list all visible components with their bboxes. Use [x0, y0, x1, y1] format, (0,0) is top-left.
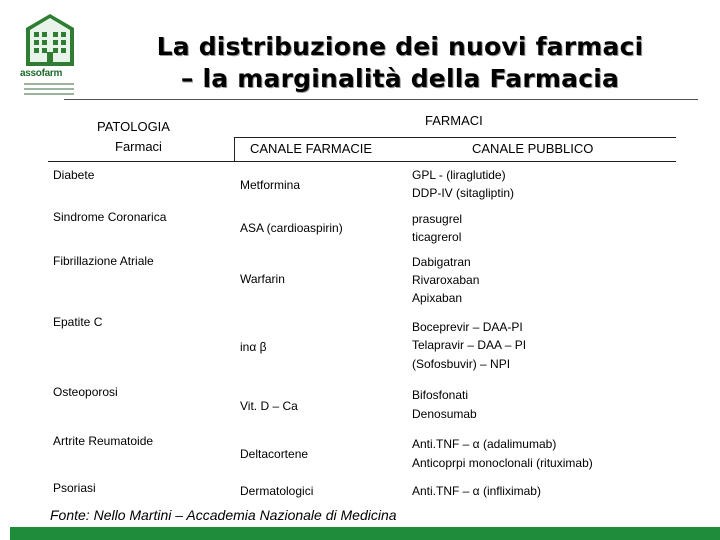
row-canale-farmacie: inα β [240, 340, 267, 354]
row-canale-pubblico-line: Dabigatran [412, 255, 471, 269]
row-canale-pubblico-line: DDP-IV (sitagliptin) [412, 186, 515, 200]
row-canale-pubblico-line: Anti.TNF – α (adalimumab) [412, 437, 557, 451]
assofarm-logo [20, 12, 82, 98]
header-farmaci: FARMACI [425, 113, 483, 128]
logo-subline-3 [24, 93, 74, 95]
row-canale-pubblico-line: Denosumab [412, 407, 477, 421]
header-canale-farmacie: CANALE FARMACIE [250, 141, 373, 156]
row-canale-pubblico-line: Bifosfonati [412, 388, 469, 402]
row-patologia: Diabete [53, 168, 95, 182]
row-canale-farmacie: Dermatologici [240, 484, 314, 498]
row-patologia: Fibrillazione Atriale [53, 254, 154, 268]
row-canale-farmacie: ASA (cardioaspirin) [240, 221, 343, 235]
header-rule-top [234, 137, 676, 138]
row-canale-pubblico-line: ticagrerol [412, 230, 462, 244]
row-canale-farmacie: Vit. D – Ca [240, 399, 298, 413]
header-canale-pubblico: CANALE PUBBLICO [472, 141, 594, 156]
header-left-edge [234, 137, 235, 162]
bottom-accent-bar [10, 527, 720, 540]
row-patologia: Sindrome Coronarica [53, 210, 167, 224]
row-canale-pubblico-line: Boceprevir – DAA-PI [412, 320, 523, 334]
row-canale-pubblico-line: GPL - (liraglutide) [412, 168, 506, 182]
logo-subline-1 [24, 83, 74, 85]
row-canale-farmacie: Warfarin [240, 272, 285, 286]
header-rule-bottom [48, 161, 676, 162]
header-patologia: PATOLOGIA [97, 119, 170, 134]
slide-title-line2: – la marginalità della Farmacia [180, 64, 620, 93]
row-patologia: Epatite C [53, 315, 103, 329]
row-patologia: Osteoporosi [53, 385, 118, 399]
row-canale-pubblico-line: Telapravir – DAA – PI [412, 338, 527, 352]
row-canale-pubblico-line: Apixaban [412, 291, 463, 305]
row-canale-farmacie: Metformina [240, 178, 301, 192]
building-logo-icon [24, 12, 76, 68]
row-patologia: Psoriasi [53, 481, 96, 495]
logo-subline-2 [24, 88, 74, 90]
slide-title-line1: La distribuzione dei nuovi farmaci [156, 32, 644, 61]
row-canale-pubblico-line: prasugrel [412, 212, 463, 226]
row-canale-pubblico-line: Rivaroxaban [412, 273, 480, 287]
title-divider [64, 99, 698, 100]
row-canale-farmacie: Deltacortene [240, 447, 309, 461]
row-canale-pubblico-line: Anticoprpi monoclonali (rituximab) [412, 456, 593, 470]
row-canale-pubblico-line: (Sofosbuvir) – NPI [412, 357, 511, 371]
source-citation: Fonte: Nello Martini – Accademia Nazionale di Medicina [50, 507, 397, 523]
row-patologia: Artrite Reumatoide [53, 434, 154, 448]
header-farmaci-sub: Farmaci [115, 139, 162, 154]
logo-brand-text: assofarm [20, 68, 63, 79]
row-canale-pubblico-line: Anti.TNF – α (infliximab) [412, 484, 541, 498]
